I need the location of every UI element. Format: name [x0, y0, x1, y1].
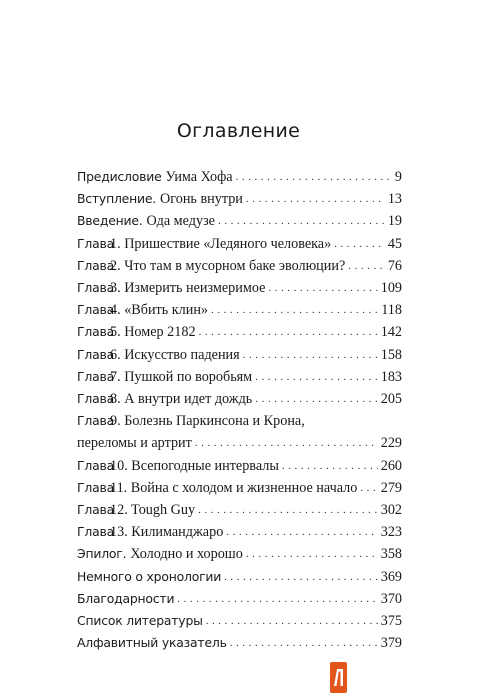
- dot-leader: [348, 261, 385, 277]
- entry-lead: Глава: [77, 391, 114, 407]
- entry-title: 6. Искусство падения: [110, 346, 240, 363]
- toc-entry: [77, 543, 402, 565]
- entry-lead: Глава: [77, 479, 114, 495]
- page-number: 205: [380, 391, 402, 408]
- entry-title: 9. Болезнь Паркинсона и Крона,: [110, 413, 305, 430]
- toc-entry: [77, 299, 402, 321]
- dot-leader: [236, 172, 392, 188]
- dot-leader: [198, 505, 378, 521]
- page-number: 279: [380, 479, 402, 496]
- page-number: 358: [380, 546, 402, 563]
- dot-leader: [218, 217, 385, 233]
- toc-entry: [77, 632, 402, 654]
- toc-entry: [77, 166, 402, 188]
- entry-title: 7. Пушкой по воробьям: [110, 368, 253, 385]
- page-number: 9: [394, 169, 402, 185]
- dot-leader: [224, 572, 378, 588]
- toc-entry: [77, 588, 402, 610]
- page-number: 45: [387, 235, 402, 252]
- entry-lead: Глава: [77, 324, 114, 340]
- entry-lead: Введение.: [77, 213, 143, 229]
- dot-leader: [246, 194, 385, 210]
- toc-entry: [77, 410, 402, 432]
- toc-entry: [77, 321, 402, 343]
- dot-leader: [230, 638, 378, 654]
- page-number: 229: [380, 435, 402, 452]
- entry-title: 5. Номер 2182: [110, 324, 196, 341]
- page-number: 323: [380, 524, 402, 541]
- entry-lead: Глава: [77, 502, 114, 518]
- table-of-contents: [77, 166, 402, 654]
- entry-lead: Алфавитный указатель: [77, 635, 227, 651]
- toc-entry: [77, 344, 402, 366]
- entry-title: 2. Что там в мусорном баке эволюции?: [110, 257, 346, 274]
- toc-entry: [77, 566, 402, 588]
- entry-lead: Глава: [77, 413, 114, 429]
- entry-title: 11. Война с холодом и жизненное начало: [110, 479, 358, 496]
- toc-entry: [77, 210, 402, 232]
- dot-leader: [268, 283, 377, 299]
- dot-leader: [243, 350, 378, 366]
- dot-leader: [206, 616, 378, 632]
- entry-lead: Глава: [77, 457, 114, 473]
- entry-title: 8. А внутри идет дождь: [110, 391, 253, 408]
- page-number: 19: [387, 213, 402, 230]
- toc-entry: [77, 188, 402, 210]
- page-number: 158: [380, 346, 402, 363]
- entry-lead: Немного о хронологии: [77, 568, 222, 584]
- page-title: Оглавление: [176, 120, 301, 142]
- page-number: 76: [387, 257, 402, 274]
- page-number: 13: [387, 191, 402, 208]
- entry-lead: Список литературы: [77, 613, 203, 629]
- entry-title: Холодно и хорошо: [130, 546, 243, 563]
- entry-title: 10. Всепогодные интервалы: [110, 457, 279, 474]
- entry-title: 12. Tough Guy: [110, 502, 196, 519]
- entry-lead: Глава: [77, 235, 114, 251]
- dot-leader: [199, 328, 378, 344]
- entry-lead: Глава: [77, 368, 114, 384]
- entry-lead: Глава: [77, 346, 114, 362]
- toc-entry: [77, 233, 402, 255]
- dot-leader: [255, 394, 377, 410]
- page-number: 109: [380, 280, 402, 297]
- page-number: 370: [380, 590, 402, 607]
- dot-leader: [177, 594, 377, 610]
- page-number: 302: [380, 502, 402, 519]
- toc-entry: [77, 455, 402, 477]
- toc-entry: [77, 477, 402, 499]
- toc-entry: [77, 277, 402, 299]
- dot-leader: [282, 461, 378, 477]
- entry-title: Огонь внутри: [160, 191, 243, 208]
- page-number: 183: [380, 368, 402, 385]
- toc-entry: [77, 610, 402, 632]
- page-number: 369: [380, 568, 402, 585]
- toc-entry: [77, 366, 402, 388]
- page-number: 118: [381, 302, 402, 319]
- publisher-logo-icon: [330, 662, 347, 693]
- dot-leader: [195, 439, 378, 455]
- toc-entry-continuation: [77, 432, 402, 454]
- toc-entry: [77, 499, 402, 521]
- toc-entry: [77, 388, 402, 410]
- dot-leader: [226, 527, 377, 543]
- page-number: 375: [380, 613, 402, 630]
- entry-title: Уима Хофа: [165, 169, 233, 185]
- page-number: 260: [380, 457, 402, 474]
- dot-leader: [211, 305, 378, 321]
- publisher-letter-icon: [332, 667, 345, 687]
- dot-leader: [255, 372, 378, 388]
- entry-lead: Эпилог.: [77, 546, 127, 562]
- entry-title: Ода медузе: [146, 213, 215, 230]
- entry-lead: Глава: [77, 302, 114, 318]
- entry-lead: Благодарности: [77, 590, 175, 606]
- entry-lead: Глава: [77, 280, 114, 296]
- entry-title: 4. «Вбить клин»: [110, 302, 209, 319]
- entry-title-continuation: переломы и артрит: [77, 435, 192, 452]
- entry-lead: Глава: [77, 257, 114, 273]
- entry-title: 1. Пришествие «Ледяного человека»: [110, 235, 332, 252]
- page-number: 379: [380, 635, 402, 652]
- entry-lead: Предисловие: [77, 169, 162, 184]
- dot-leader: [246, 550, 378, 566]
- entry-lead: Вступление.: [77, 191, 157, 207]
- toc-entry: [77, 255, 402, 277]
- dot-leader: [334, 239, 385, 255]
- dot-leader: [360, 483, 377, 499]
- entry-title: 13. Килиманджаро: [110, 524, 224, 541]
- entry-lead: Глава: [77, 524, 114, 540]
- entry-title: 3. Измерить неизмеримое: [110, 280, 266, 297]
- page-number: 142: [380, 324, 402, 341]
- toc-entry: [77, 521, 402, 543]
